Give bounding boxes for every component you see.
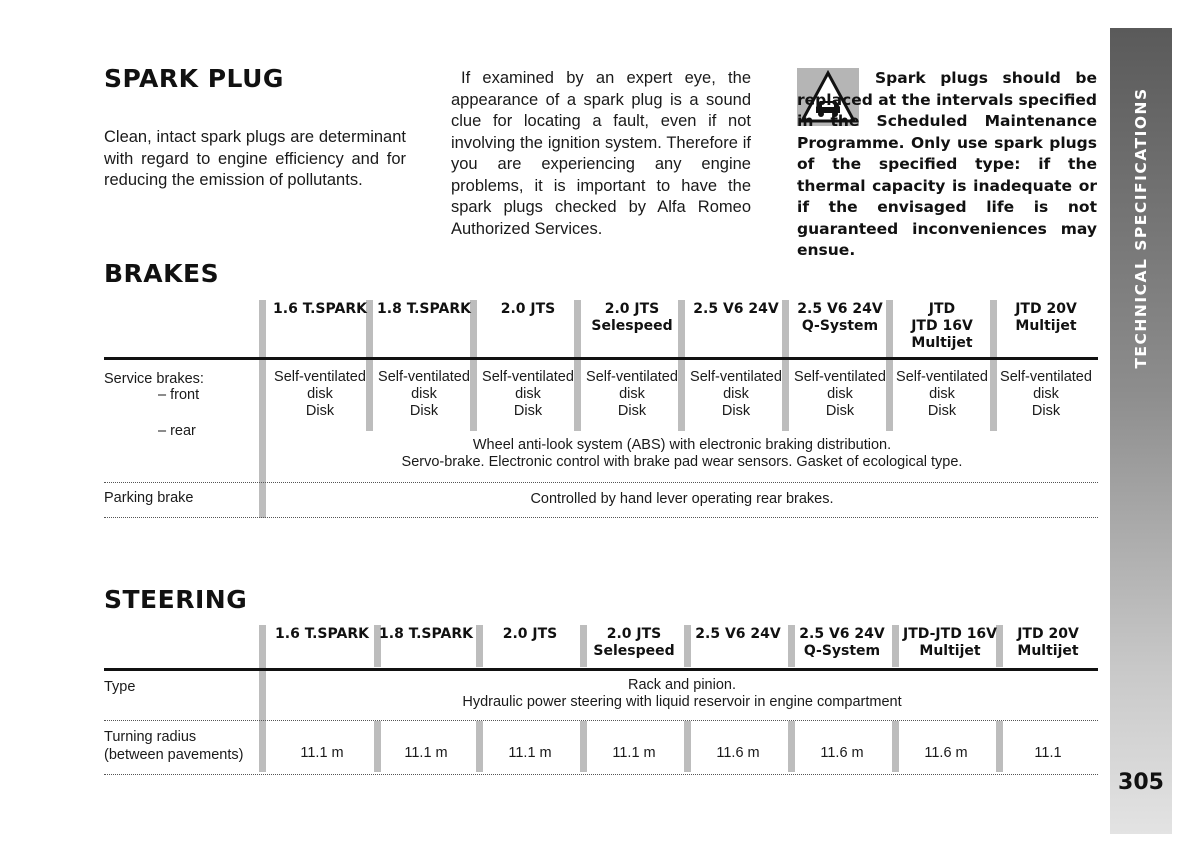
turning-radius-cell: 11.1 m (508, 745, 552, 761)
turning-radius-cell: 11.6 m (820, 745, 864, 761)
brakes-header: 2.5 V6 24V (693, 301, 779, 317)
brakes-header: JTD JTD 16V Multijet (911, 301, 973, 351)
steering-header-rule (104, 668, 1098, 671)
turning-radius-cell: 11.1 m (612, 745, 656, 761)
front-brake-cell: Self-ventilated disk Disk (274, 369, 366, 419)
turning-radius-cell: 11.6 m (924, 745, 968, 761)
turning-radius-cell: 11.1 m (404, 745, 448, 761)
rear-brake-text: Wheel anti-look system (ABS) with electronic braking distribution. Servo-brake. Electronic control with brake pad wear sensors. Gasket of ecological type. (401, 437, 963, 470)
brakes-col-divider (990, 300, 997, 431)
brakes-header-rule (104, 357, 1098, 360)
page-number: 305 (1118, 770, 1164, 795)
front-brake-cell: Self-ventilated disk Disk (896, 369, 988, 419)
spark-plug-para-1: Clean, intact spark plugs are determinant with regard to engine efficiency and for reducing the emission of pollutants. (104, 128, 406, 189)
steering-title: STEERING (104, 585, 248, 614)
steering-header: 2.0 JTS (502, 626, 558, 642)
front-brake-cell: Self-ventilated disk Disk (690, 369, 782, 419)
steering-header: 1.8 T.SPARK (379, 626, 473, 642)
brakes-header: 1.6 T.SPARK (273, 301, 367, 317)
row-divider (104, 720, 1098, 721)
steering-header: JTD-JTD 16V Multijet (902, 626, 998, 659)
steering-header: 2.5 V6 24V Q-System (799, 626, 885, 659)
row-divider (104, 482, 1098, 483)
steering-header: 2.5 V6 24V (695, 626, 781, 642)
spark-plug-para-2: If examined by an expert eye, the appearance of a spark plug is a sound clue for locating a fault, even if not involving the ignition system. Therefore if you are experiencing any engine problems, it is important to have the spark plugs checked by Alfa Romeo Authorized Services. (451, 69, 751, 238)
front-brake-cell: Self-ventilated disk Disk (482, 369, 574, 419)
parking-brake-label: Parking brake (104, 490, 194, 506)
section-tab (1110, 28, 1172, 834)
brakes-header: JTD 20V Multijet (1015, 301, 1077, 334)
front-brake-cell: Self-ventilated disk Disk (586, 369, 678, 419)
spark-plug-warning: Spark plugs should be replaced at the intervals specified in the Scheduled Maintenance Programme. Only use spark plugs of the specified type: if the thermal capacity is inadequate or if the envisaged life is not guaranteed inconveniences may ensue. (797, 69, 1097, 259)
row-divider (104, 517, 1098, 518)
steering-type-text: Rack and pinion. Hydraulic power steering with liquid reservoir in engine compartment (462, 677, 902, 710)
service-brakes-label: Service brakes: (104, 371, 204, 387)
brakes-title: BRAKES (104, 259, 220, 288)
brakes-header: 2.0 JTS Selespeed (591, 301, 673, 334)
brakes-header: 2.5 V6 24V Q-System (797, 301, 883, 334)
steering-header: 1.6 T.SPARK (275, 626, 369, 642)
steering-header: 2.0 JTS Selespeed (593, 626, 675, 659)
front-brake-cell: Self-ventilated disk Disk (1000, 369, 1092, 419)
row-divider (104, 774, 1098, 775)
parking-brake-value: Controlled by hand lever operating rear brakes. (530, 491, 834, 507)
brakes-col-divider (259, 300, 266, 518)
turning-radius-cell: 11.1 m (300, 745, 344, 761)
steering-col-divider (259, 625, 266, 772)
type-label: Type (104, 679, 136, 695)
rear-label: – rear (158, 423, 196, 439)
turning-radius-cell: 11.6 m (716, 745, 760, 761)
spark-plug-title: SPARK PLUG (104, 64, 284, 93)
turning-radius-cell: 11.1 (1034, 745, 1062, 761)
front-brake-cell: Self-ventilated disk Disk (794, 369, 886, 419)
front-label: – front (158, 387, 200, 403)
brakes-header: 1.8 T.SPARK (377, 301, 471, 317)
section-tab-label: TECHNICAL SPECIFICATIONS (1132, 87, 1150, 369)
front-brake-cell: Self-ventilated disk Disk (378, 369, 470, 419)
brakes-header: 2.0 JTS (500, 301, 556, 317)
turning-radius-label: Turning radius (between pavements) (104, 729, 244, 763)
steering-header: JTD 20V Multijet (1017, 626, 1079, 659)
